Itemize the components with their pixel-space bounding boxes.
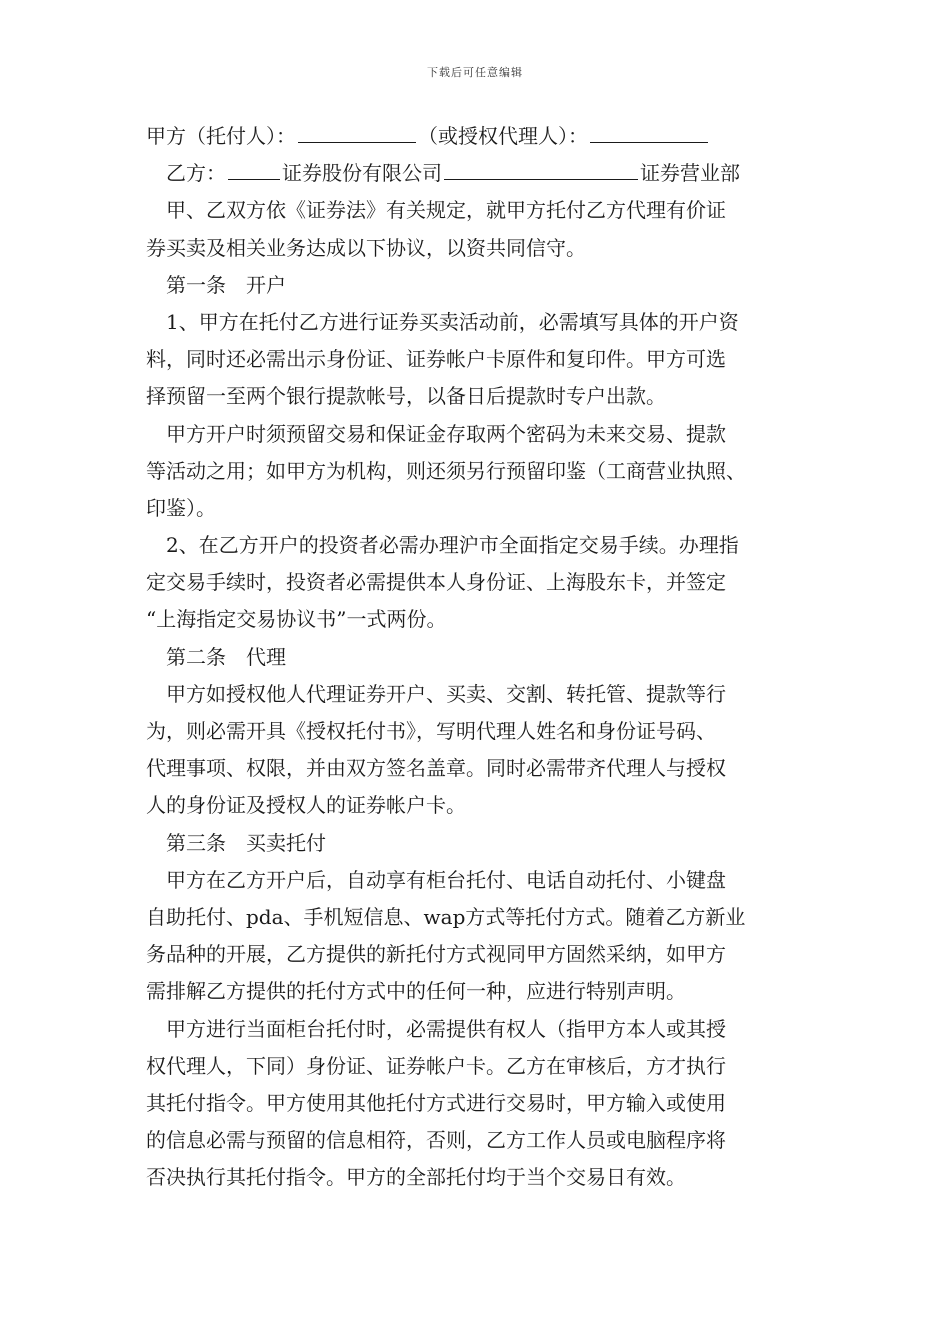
party-b-line	[146, 155, 826, 192]
paragraph-line: “上海指定交易协议书”一式两份。	[146, 607, 447, 632]
party-a-label: 甲方（托付人）：	[146, 124, 296, 148]
party-a-agent-label: （或授权代理人）：	[418, 124, 588, 148]
party-b-branch-suffix: 证券营业部	[640, 161, 740, 186]
paragraph-line: 需排解乙方提供的托付方式中的任何一种，应进行特别声明。	[146, 979, 686, 1004]
party-a-line	[146, 118, 826, 155]
party-b-label: 乙方：	[166, 161, 226, 186]
paragraph-line: 否决执行其托付指令。甲方的全部托付均于当个交易日有效。	[146, 1165, 686, 1190]
paragraph-line: 甲方在乙方开户后，自动享有柜台托付、电话自动托付、小键盘	[166, 867, 726, 892]
party-a-blank	[298, 122, 416, 143]
paragraph-line: 印鉴）。	[146, 495, 216, 520]
paragraph-line: 定交易手续时，投资者必需提供本人身份证、上海股东卡，并签定	[146, 570, 726, 595]
article-heading: 第一条 开户	[166, 272, 286, 297]
paragraph-line: 料，同时还必需出示身份证、证券帐户卡原件和复印件。甲方可选	[146, 347, 726, 372]
paragraph-line: 甲方开户时须预留交易和保证金存取两个密码为未来交易、提款	[166, 421, 726, 446]
paragraph-line: 代理事项、权限，并由双方签名盖章。同时必需带齐代理人与授权	[146, 756, 726, 781]
paragraph-line: 券买卖及相关业务达成以下协议，以资共同信守。	[146, 235, 586, 260]
paragraph-line: 人的身份证及授权人的证券帐户卡。	[146, 793, 466, 818]
paragraph-line: 甲方如授权他人代理证券开户、买卖、交割、转托管、提款等行	[166, 681, 726, 706]
paragraph-line: 2、在乙方开户的投资者必需办理沪市全面指定交易手续。办理指	[166, 533, 739, 558]
header-note: 下载后可任意编辑	[427, 66, 523, 79]
party-b-company-blank	[228, 159, 280, 180]
party-b-branch-blank	[444, 159, 638, 180]
paragraph-line: 务品种的开展，乙方提供的新托付方式视同甲方固然采纳，如甲方	[146, 942, 726, 967]
paragraph-line: 为，则必需开具《授权托付书》，写明代理人姓名和身份证号码、	[146, 719, 716, 743]
paragraph-line: 1、甲方在托付乙方进行证券买卖活动前，必需填写具体的开户资	[166, 309, 739, 334]
article-heading: 第二条 代理	[166, 644, 286, 669]
article-heading: 第三条 买卖托付	[166, 830, 326, 855]
paragraph-line: 其托付指令。甲方使用其他托付方式进行交易时，甲方输入或使用	[146, 1090, 726, 1115]
party-b-company-suffix: 证券股份有限公司	[282, 161, 442, 186]
party-a-agent-blank	[590, 122, 708, 143]
paragraph-line: 甲、乙双方依《证券法》有关规定，就甲方托付乙方代理有价证	[166, 198, 726, 223]
paragraph-line: 的信息必需与预留的信息相符，否则，乙方工作人员或电脑程序将	[146, 1128, 726, 1153]
paragraph-line: 甲方进行当面柜台托付时，必需提供有权人（指甲方本人或其授	[166, 1016, 726, 1041]
paragraph-line: 权代理人，下同）身份证、证券帐户卡。乙方在审核后，方才执行	[146, 1053, 726, 1078]
contract-body	[146, 118, 826, 1196]
paragraph-line: 自助托付、pda、手机短信息、wap方式等托付方式。随着乙方新业	[146, 904, 746, 929]
paragraph-line: 等活动之用；如甲方为机构，则还须另行预留印鉴（工商营业执照、	[146, 458, 746, 483]
paragraph-line: 择预留一至两个银行提款帐号，以备日后提款时专户出款。	[146, 384, 666, 409]
